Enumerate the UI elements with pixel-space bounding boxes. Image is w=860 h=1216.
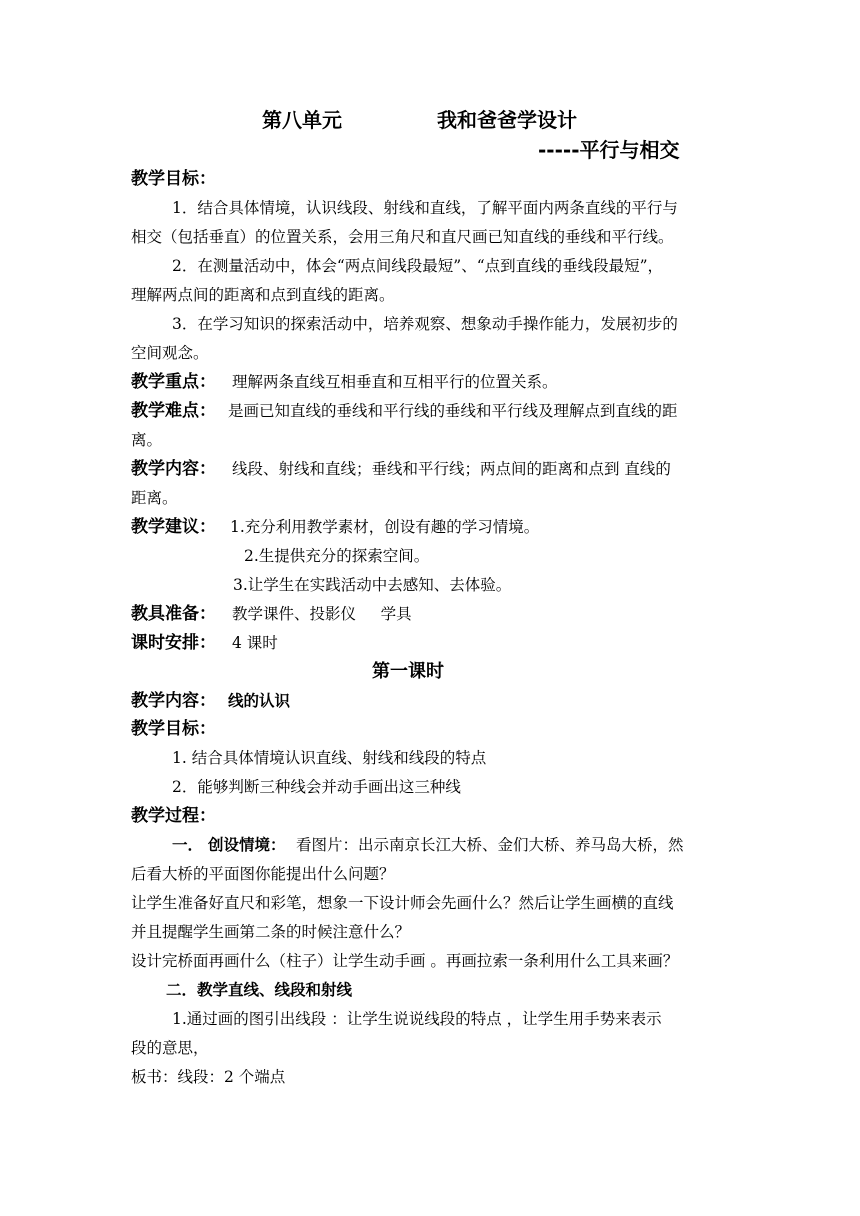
schedule-text: 4 课时: [232, 634, 278, 652]
difficulty-line-2: 离。: [131, 431, 163, 449]
key-point-text: 理解两条直线互相垂直和互相平行的位置关系。: [232, 373, 558, 391]
lesson-1-goal-1: 1. 结合具体情境认识直线、射线和线段的特点: [172, 749, 487, 767]
difficulty-label: 教学难点：: [131, 401, 216, 421]
unit-subtitle: -----平行与相交: [538, 138, 680, 162]
difficulty-line-1: 是画已知直线的垂线和平行线的垂线和平行线及理解点到直线的距: [228, 402, 678, 420]
goal-3-line-2: 空间观念。: [131, 344, 209, 362]
goal-2-line-2: 理解两点间的距离和点到直线的距离。: [131, 286, 395, 304]
lesson-1-goal-2: 2．能够判断三种线会并动手画出这三种线: [172, 778, 461, 796]
step-2-line-1: 1.通过画的图引出线段 ：让学生说说线段的特点 ，让学生用手势来表示: [172, 1010, 662, 1028]
goal-2-line-1: 2．在测量活动中，体会“两点间线段最短”、“点到直线的垂线段最短”，: [172, 257, 664, 275]
tools-label: 教具准备：: [131, 604, 216, 624]
step-2-heading: 二．教学直线、线段和射线: [166, 981, 353, 999]
schedule-label: 课时安排：: [131, 633, 216, 653]
goal-1-line-1: 1．结合具体情境，认识线段、射线和直线，了解平面内两条直线的平行与: [172, 199, 678, 217]
step-1-line-2: 后看大桥的平面图你能提出什么问题？: [131, 865, 395, 883]
goals-label: 教学目标：: [131, 169, 216, 189]
lesson-1-content-text: 线的认识: [228, 692, 291, 710]
board-note: 板书：线段：2 个端点: [131, 1068, 286, 1086]
suggestion-2: 2.生提供充分的探索空间。: [244, 547, 430, 565]
lesson-1-content-label: 教学内容：: [131, 691, 216, 711]
content-line-1: 线段、射线和直线；垂线和平行线；两点间的距离和点到 直线的: [232, 460, 671, 478]
suggestion-3: 3.让学生在实践活动中去感知、去体验。: [233, 576, 512, 594]
content-label: 教学内容：: [131, 459, 216, 479]
suggestions-label: 教学建议：: [131, 517, 216, 537]
lesson-1-goals-label: 教学目标：: [131, 719, 216, 739]
step-1-number: 一．: [172, 836, 204, 854]
content-line-2: 距离。: [131, 489, 178, 507]
goal-1-line-2: 相交（包括垂直）的位置关系，会用三角尺和直尺画已知直线的垂线和平行线。: [131, 228, 674, 246]
step-1-title: 创设情境：: [208, 836, 286, 854]
key-point-label: 教学重点：: [131, 372, 216, 392]
goal-3-line-1: 3．在学习知识的探索活动中，培养观察、想象动手操作能力，发展初步的: [172, 315, 678, 333]
lesson-1-heading: 第一课时: [372, 661, 444, 682]
suggestion-1: 1.充分利用教学素材，创设有趣的学习情境。: [230, 518, 540, 536]
process-label: 教学过程：: [131, 806, 216, 826]
step-2-line-2: 段的意思，: [131, 1039, 209, 1057]
unit-name: 我和爸爸学设计: [437, 108, 577, 132]
paragraph-1-line-1: 让学生准备好直尺和彩笔，想象一下设计师会先画什么？然后让学生画横的直线: [131, 894, 674, 912]
paragraph-2: 设计完桥面再画什么（柱子）让学生动手画 。再画拉索一条利用什么工具来画？: [131, 952, 679, 970]
paragraph-1-line-2: 并且提醒学生画第二条的时候注意什么？: [131, 923, 411, 941]
step-1-line-1: 看图片：出示南京长江大桥、金们大桥、养马岛大桥，然: [296, 836, 684, 854]
tools-text: 教学课件、投影仪 学具: [232, 605, 412, 623]
unit-title: 第八单元: [262, 108, 342, 132]
